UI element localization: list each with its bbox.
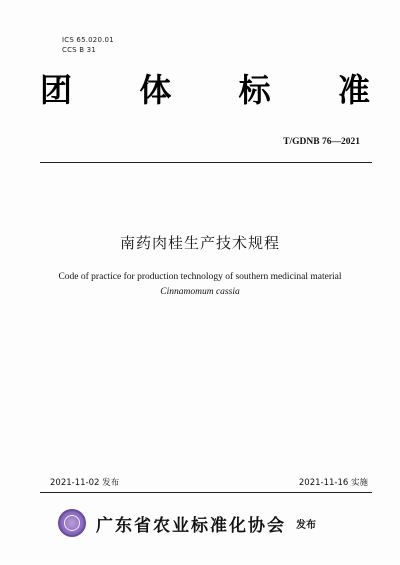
ccs-code: CCS B 31 — [62, 46, 96, 54]
ics-code: ICS 65.020.01 — [62, 36, 114, 44]
standard-type-char: 体 — [139, 71, 172, 109]
standard-type-heading — [40, 70, 370, 110]
standard-type-char: 团 — [40, 71, 73, 109]
english-title: Code of practice for production technology of southern medicinal material — [58, 272, 342, 282]
issue-date: 2021-11-02 发布 — [50, 478, 120, 488]
standard-number: T/GDNB 76—2021 — [283, 137, 360, 147]
chinese-title: 南药肉桂生产技术规程 — [119, 234, 280, 252]
publisher-footer — [58, 508, 316, 538]
association-seal-icon — [58, 509, 86, 537]
publish-label: 发布 — [296, 519, 316, 531]
top-divider — [40, 162, 372, 163]
implementation-date: 2021-11-16 实施 — [298, 478, 368, 488]
seal-inner-ring — [64, 515, 80, 531]
standard-type-char: 标 — [238, 71, 271, 109]
bottom-divider — [40, 492, 372, 493]
publisher-name: 广东省农业标准化协会 — [96, 515, 286, 536]
standard-type-char: 准 — [337, 71, 370, 109]
latin-name: Cinnamomum cassia — [160, 287, 240, 297]
